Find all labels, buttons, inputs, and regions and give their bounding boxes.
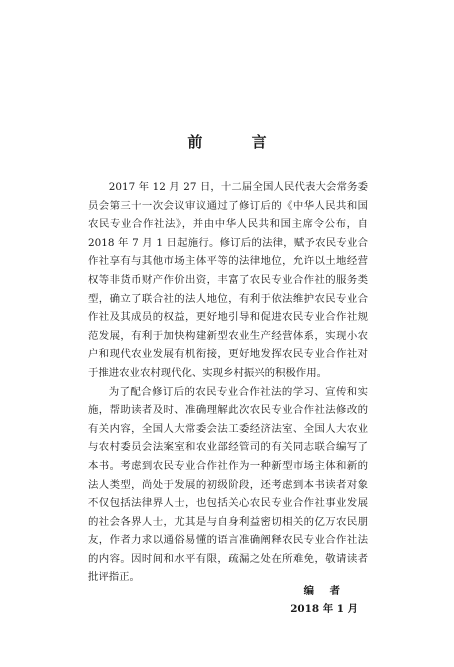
page-title: 前 言 <box>187 133 289 151</box>
paragraph: 为了配合修订后的农民专业合作社法的学习、宣传和实施，帮助读者及时、准确理解此次农民专业合作社法修改的有关内容，全国人大常委会法工委经济法室、全国人大农业与农村委员会法案室和农业部经管司的有关同志联合编写了本书。考虑到农民专业合作社作为一种新型市场主体和新的法人类型，尚处于发展的初级阶段，还考虑到本书读者对象不仅包括法律界人士，也包括关心农民专业合作社事业发展的社会各界人士，尤其是与自身利益密切相关的亿万农民朋友，作者力求以通俗易懂的语言准确阐释农民专业合作社法的内容。因时间和水平有限，疏漏之处在所难免，敬请读者批评指正。 <box>88 385 368 584</box>
preface-body <box>88 178 368 587</box>
paragraph: 2017 年 12 月 27 日，十二届全国人民代表大会常务委员会第三十一次会议审议通过了修订后的《中华人民共和国农民专业合作社法》，并由中华人民共和国主席令公布，自 2018 年 7 月 1 日起施行。修订后的法律，赋予农民专业合作社享有与其他市场主体平等的法律地位，允许以土地经营权等非货币财产作价出资，丰富了农民专业合作社的服务类型，确立了联合社的法人地位，有利于依法维护农民专业合作社及其成员的权益，更好地引导和促进农民专业合作社规范发展，有利于加快构建新型农业生产经营体系，实现小农户和现代农业发展有机衔接，更好地发挥农民专业合作社对于推进农业农村现代化、实现乡村振兴的积极作用。 <box>88 181 368 379</box>
signature-block <box>238 582 358 618</box>
signature-author: 编 者 <box>303 585 346 597</box>
signature-date: 2018 年 1 月 <box>290 603 358 615</box>
